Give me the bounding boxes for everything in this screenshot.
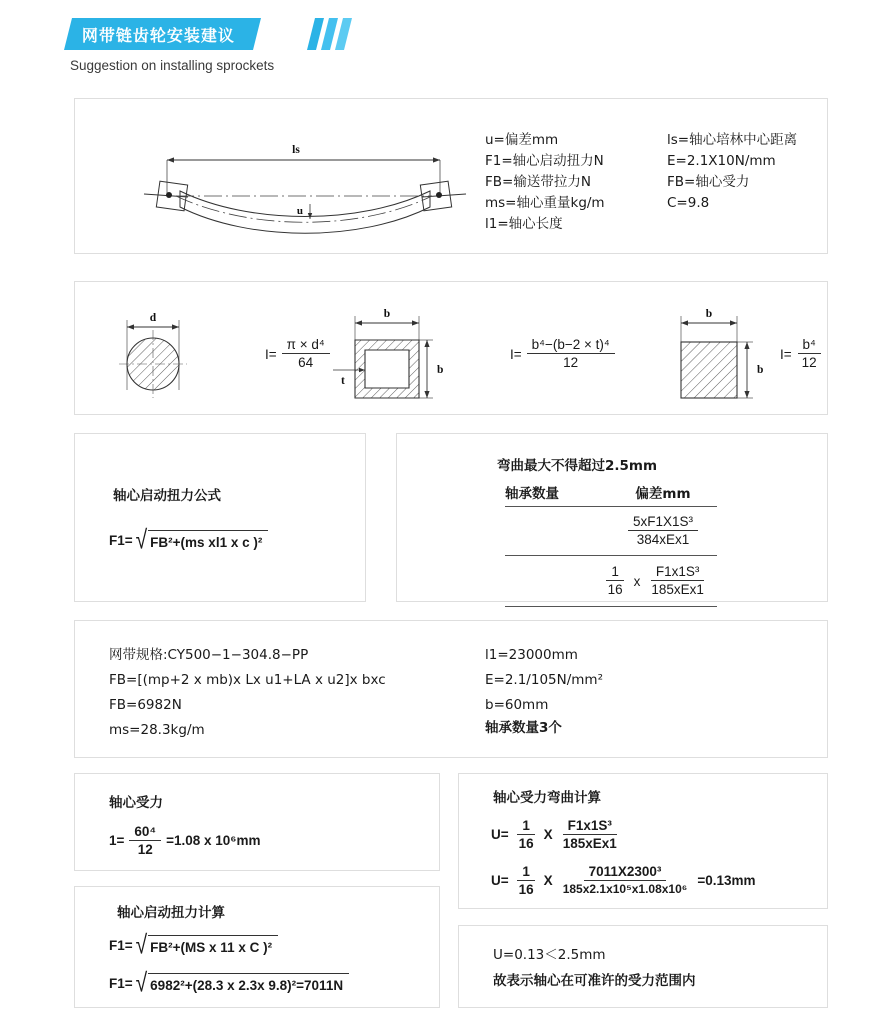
- svg-text:b: b: [437, 364, 444, 376]
- equation-result: =1.08 x 10⁶mm: [166, 833, 261, 848]
- spec-item: FB=[(mp+2 x mb)x Lx u1+LA x u2]x bxc: [109, 672, 386, 688]
- equation-lhs: F1=: [109, 533, 133, 548]
- multiplier-symbol: X: [543, 827, 553, 842]
- svg-text:b: b: [383, 308, 391, 320]
- square-root: [135, 930, 278, 960]
- fraction-denominator: 185xEx1: [651, 582, 704, 597]
- equation-lhs: I=: [265, 346, 277, 362]
- column-header-deflection: 偏差mm: [635, 486, 691, 502]
- shaft-load-panel: [74, 773, 440, 871]
- svg-text:u: u: [296, 205, 303, 217]
- fraction: [558, 818, 622, 852]
- inertia-panel: [74, 281, 828, 415]
- shaft-load-equation: [109, 824, 261, 858]
- fraction-numerator: F1x1S³: [651, 564, 705, 581]
- definition-item: F1=轴心启动扭力N: [485, 153, 604, 169]
- diagram-panel: [74, 98, 828, 254]
- bending-equation-numeric: [491, 864, 755, 898]
- equation-lhs: I=: [510, 346, 522, 362]
- equation-lhs: F1=: [109, 976, 133, 991]
- torque-calc-panel: [74, 886, 440, 1008]
- fraction-denominator: 185xEx1: [562, 836, 617, 851]
- banner-title: 网带链齿轮安装建议: [82, 25, 236, 45]
- page-header: [68, 18, 828, 80]
- fraction-denominator: 12: [563, 355, 579, 370]
- spec-item: FB=6982N: [109, 697, 182, 713]
- table-rule: [505, 606, 717, 607]
- circle-section-figure: [103, 302, 243, 402]
- specs-left-column: [109, 643, 386, 743]
- torque-formula-panel: [74, 433, 366, 602]
- radicand: [148, 973, 349, 996]
- definition-item: u=偏差mm: [485, 132, 559, 148]
- page-subtitle: Suggestion on installing sprockets: [70, 58, 275, 73]
- torque-formula-title: 轴心启动扭力公式: [113, 488, 221, 504]
- fraction-denominator: 12: [137, 842, 153, 857]
- fraction-denominator: 16: [518, 836, 534, 851]
- spec-item: 轴承数量3个: [485, 720, 562, 736]
- torque-equation-symbolic: [109, 930, 278, 960]
- fraction-numerator: 60⁴: [129, 824, 161, 841]
- spec-item: b=60mm: [485, 697, 549, 713]
- max-deflection-note: 弯曲最大不得超过2.5mm: [497, 458, 658, 474]
- fraction-denominator: 16: [518, 882, 534, 897]
- fraction-denominator: 384xEx1: [636, 532, 690, 547]
- equation-lhs: I=: [780, 346, 792, 362]
- equation-lhs: F1=: [109, 938, 133, 953]
- radicand-text: 6982²+(28.3 x 2.3x 9.8)²: [150, 978, 297, 993]
- definition-item: FB=轴心受力: [667, 174, 750, 190]
- fraction-numerator: F1x1S³: [563, 818, 617, 835]
- svg-text:b: b: [757, 364, 764, 376]
- torque-calc-title: 轴心启动扭力计算: [117, 905, 225, 921]
- shaft-deflection-diagram: [110, 107, 470, 247]
- fraction: [558, 864, 693, 898]
- radical-sign: √: [135, 968, 148, 998]
- fraction-prefix: [514, 818, 539, 852]
- square-root: [135, 968, 349, 998]
- fraction: [797, 337, 822, 371]
- fraction-denominator: 185x2.1x10⁵x1.08x10⁶: [562, 882, 688, 896]
- fraction: [628, 514, 698, 548]
- cell-deflection-formula: [595, 564, 717, 598]
- shaft-load-title: 轴心受力: [109, 795, 163, 811]
- fraction-numerator: 7011X2300³: [584, 864, 667, 881]
- definition-item: E=2.1X10N/mm: [667, 153, 776, 169]
- radicand: FB²+(MS x 11 x C )²: [148, 935, 278, 958]
- equation-result: =7011N: [296, 978, 344, 993]
- table-header-row: [505, 482, 717, 502]
- hollow-square-section-figure: [333, 300, 493, 405]
- radical-sign: √: [135, 525, 148, 555]
- definition-item: FB=输送带拉力N: [485, 174, 591, 190]
- solid-square-inertia-equation: [780, 337, 822, 371]
- svg-text:b: b: [705, 308, 713, 320]
- table-row: [505, 507, 717, 555]
- banner-stripes: [311, 18, 348, 50]
- definition-item: l1=轴心长度: [485, 216, 563, 232]
- spec-item: l1=23000mm: [485, 647, 578, 663]
- svg-text:ls: ls: [292, 144, 300, 156]
- definition-item: ls=轴心培林中心距离: [667, 132, 798, 148]
- fraction-prefix: [603, 564, 628, 598]
- conclusion-panel: [458, 925, 828, 1008]
- fraction-numerator: b⁴: [798, 337, 821, 354]
- equation-lhs: U=: [491, 873, 509, 888]
- multiplier-symbol: x: [633, 573, 641, 589]
- conclusion-line-1: U=0.13＜2.5mm: [493, 947, 606, 963]
- fraction-numerator: 1: [517, 864, 535, 881]
- fraction-denominator: 16: [607, 582, 623, 597]
- definitions-right-column: [667, 130, 797, 214]
- radical-sign: √: [135, 930, 148, 960]
- fraction-numerator: 1: [517, 818, 535, 835]
- fraction: [282, 337, 330, 371]
- fraction-numerator: π × d⁴: [282, 337, 330, 354]
- torque-equation-numeric: [109, 968, 349, 998]
- square-root: [135, 525, 269, 555]
- equation-result: =0.13mm: [697, 873, 756, 888]
- solid-square-section-figure: [663, 300, 793, 405]
- deflection-table: [505, 482, 717, 607]
- fraction-denominator: 64: [298, 355, 314, 370]
- title-banner: [68, 18, 828, 52]
- column-header-bearing-count: 轴承数量: [505, 486, 559, 502]
- svg-text:t: t: [341, 375, 345, 387]
- specs-panel: [74, 620, 828, 758]
- fraction-denominator: 12: [801, 355, 817, 370]
- svg-text:d: d: [149, 312, 157, 324]
- radicand: FB²+(ms xl1 x c )²: [148, 530, 268, 553]
- bending-equation-symbolic: [491, 818, 622, 852]
- definition-item: C=9.8: [667, 195, 710, 211]
- circle-inertia-equation: [265, 337, 330, 371]
- stripe-3: [335, 18, 352, 50]
- deflection-table-panel: [396, 433, 828, 602]
- table-row: [505, 556, 717, 606]
- specs-right-column: [485, 643, 603, 738]
- fraction: [129, 824, 161, 858]
- multiplier-symbol: X: [543, 873, 553, 888]
- spec-item: ms=28.3kg/m: [109, 722, 205, 738]
- definitions-left-column: [485, 130, 605, 235]
- fraction: [646, 564, 709, 598]
- torque-formula-equation: [109, 525, 268, 555]
- fraction-prefix: [514, 864, 539, 898]
- equation-lhs: U=: [491, 827, 509, 842]
- definition-item: ms=轴心重量kg/m: [485, 195, 605, 211]
- cell-deflection-formula: [609, 514, 717, 548]
- fraction-numerator: b⁴−(b−2 × t)⁴: [527, 337, 615, 354]
- conclusion-line-2: 故表示轴心在可准许的受力范围内: [493, 973, 696, 989]
- fraction-numerator: 5xF1X1S³: [628, 514, 698, 531]
- fraction-numerator: 1: [606, 564, 624, 581]
- spec-item: 网带规格:CY500−1−304.8−PP: [109, 647, 309, 663]
- bending-calc-title: 轴心受力弯曲计算: [493, 790, 601, 806]
- hollow-square-inertia-equation: [510, 337, 615, 371]
- spec-item: E=2.1/105N/mm²: [485, 672, 603, 688]
- banner-shape: [64, 18, 261, 50]
- fraction: [527, 337, 615, 371]
- equation-lhs: 1=: [109, 833, 125, 848]
- bending-calc-panel: [458, 773, 828, 909]
